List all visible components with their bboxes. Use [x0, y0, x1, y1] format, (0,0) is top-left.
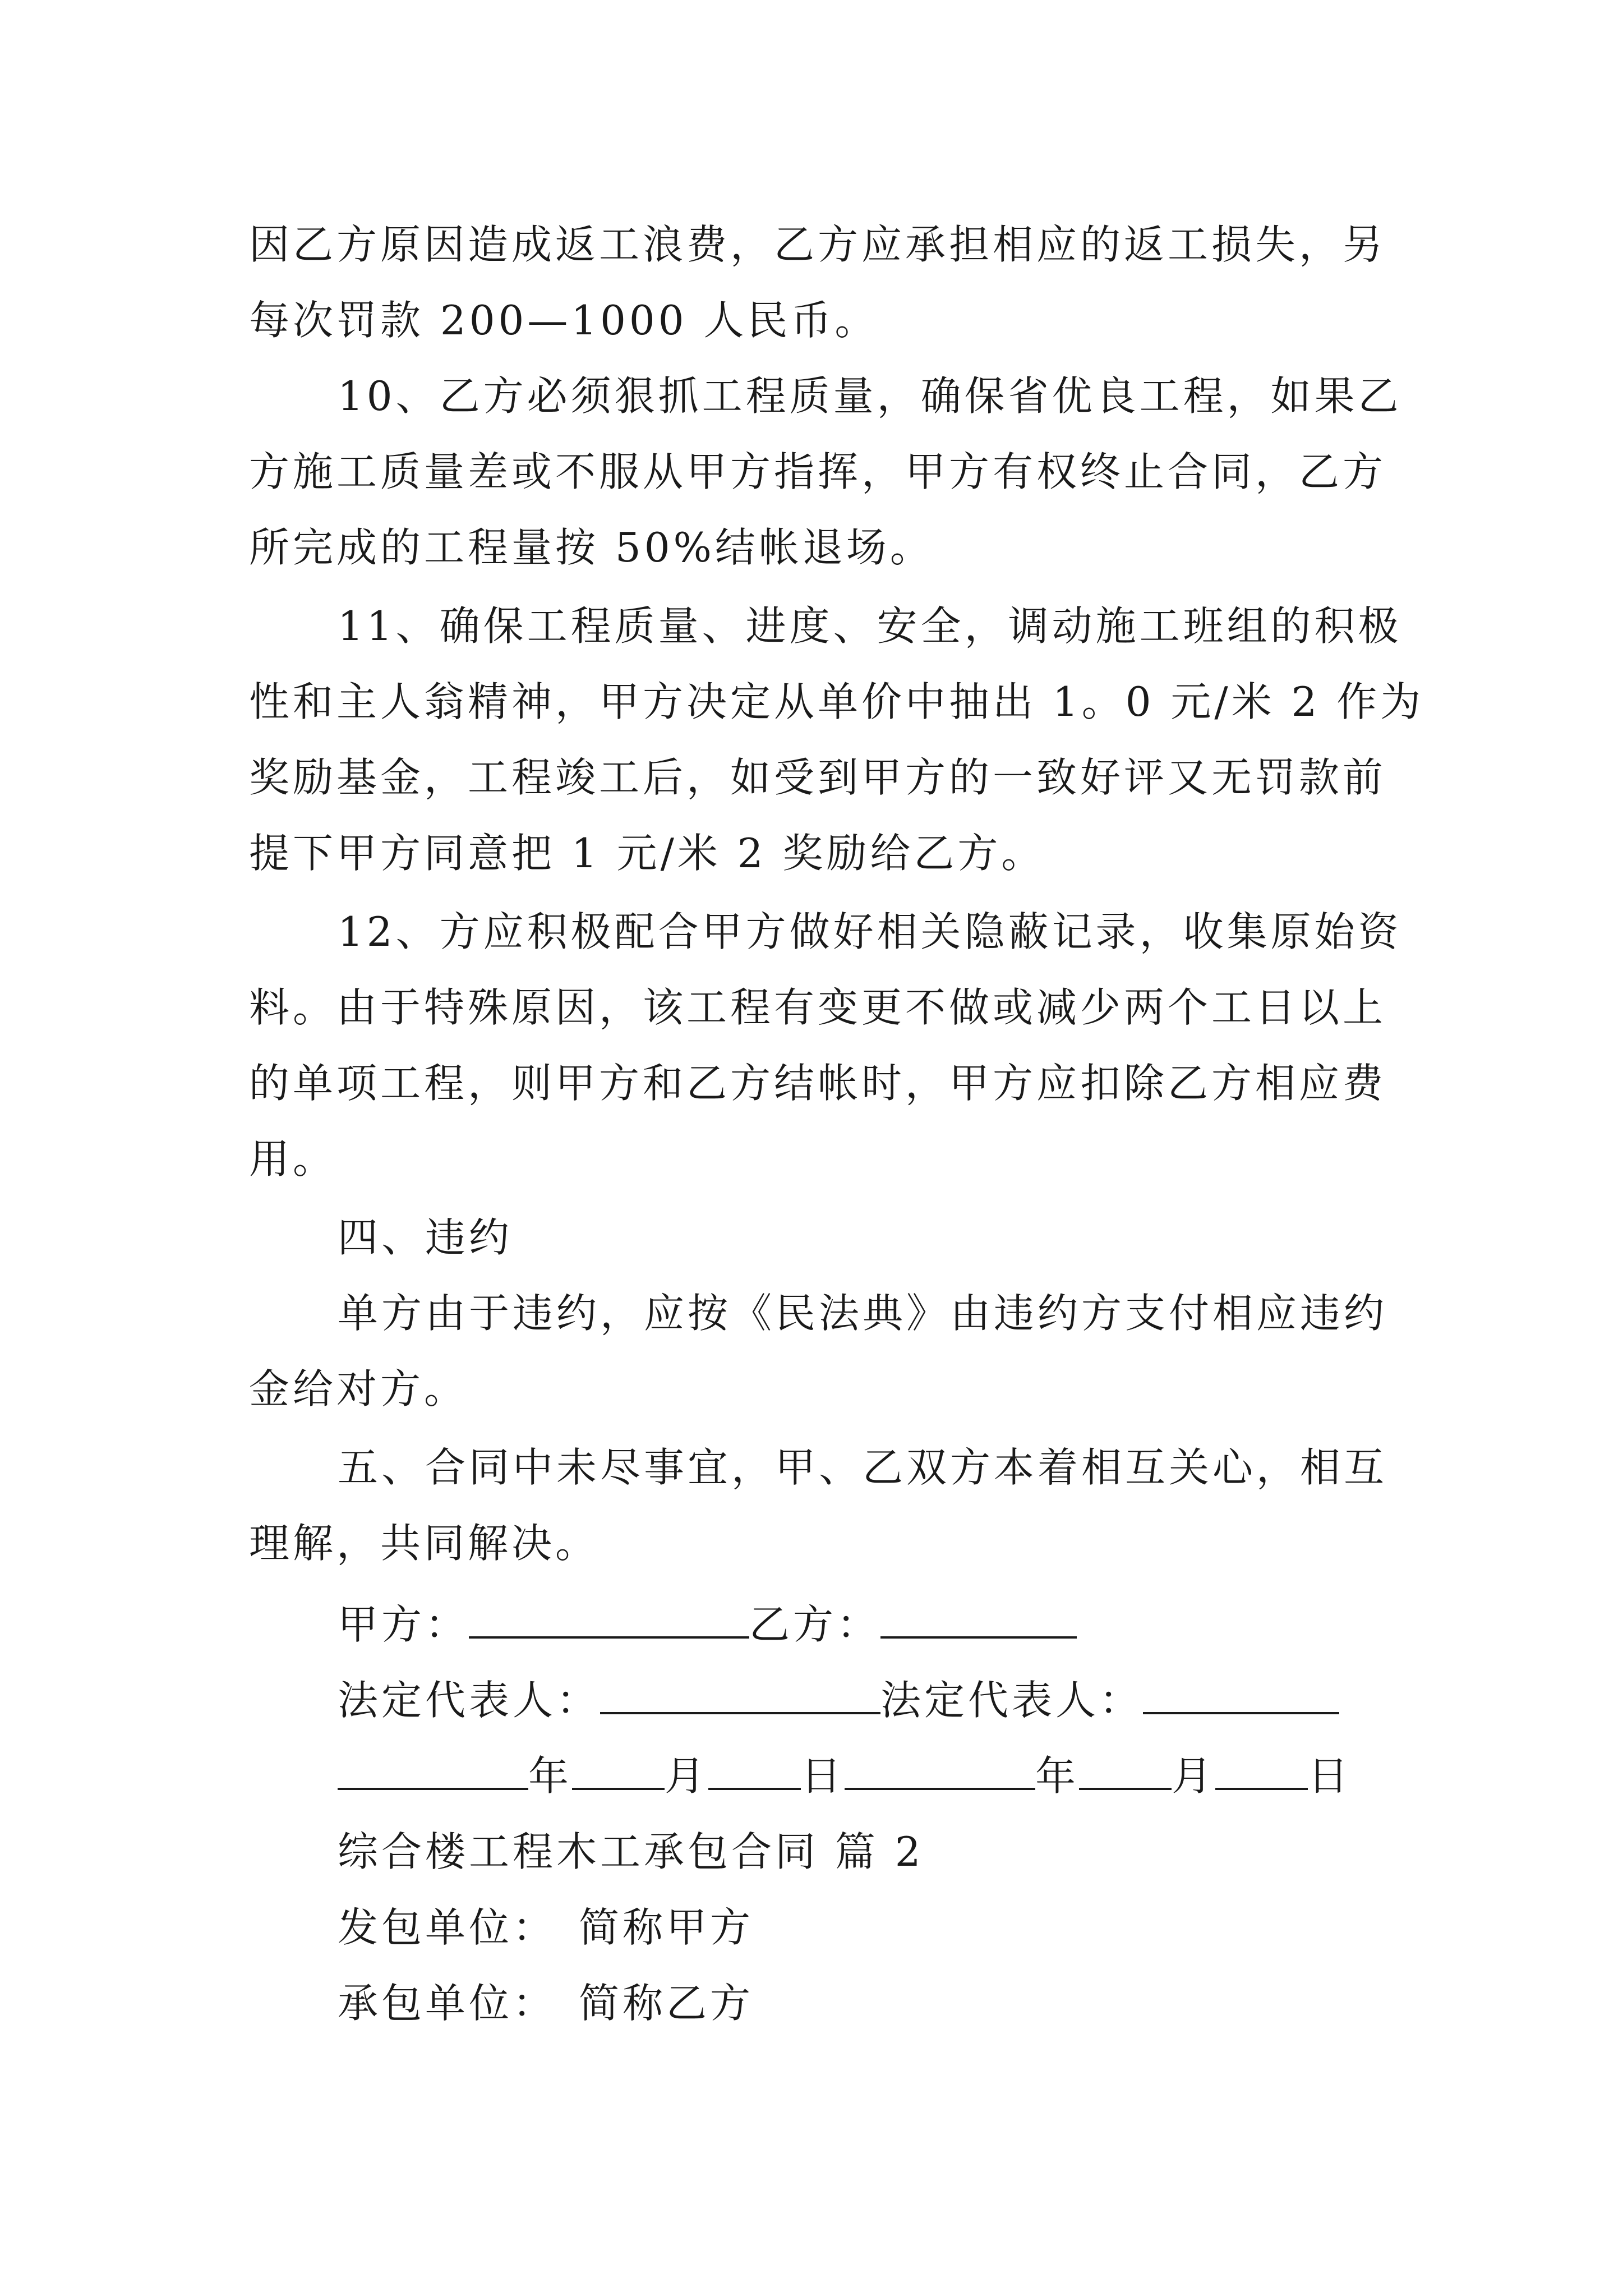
text-line: 方施工质量差或不服从甲方指挥，甲方有权终止合同，乙方 [249, 448, 1387, 495]
year-b-label: 年 [1035, 1752, 1080, 1800]
text-line: 用。 [249, 1135, 337, 1182]
issuer-value: 简称甲方 [579, 1904, 754, 1951]
text-line: 奖励基金，工程竣工后，如受到甲方的一致好评又无罚款前 [249, 754, 1387, 801]
party-b-label: 乙方： [749, 1601, 881, 1648]
month-b-blank [1079, 1753, 1172, 1790]
year-a-blank [338, 1753, 528, 1790]
month-b-label: 月 [1172, 1752, 1216, 1800]
rep-a-blank [600, 1677, 880, 1714]
issuer-label: 发包单位： [338, 1904, 557, 1951]
party-a-label: 甲方： [338, 1601, 469, 1648]
text-line: 性和主人翁精神，甲方决定从单价中抽出 1。0 元/米 2 作为 [249, 678, 1424, 725]
rep-b-blank [1143, 1677, 1339, 1714]
text-line: 提下甲方同意把 1 元/米 2 奖励给乙方。 [249, 830, 1045, 877]
text-line: 所完成的工程量按 50%结帐退场。 [249, 524, 934, 571]
party-b-blank [880, 1602, 1077, 1639]
contractor-row [338, 1980, 1623, 2027]
day-b-label: 日 [1308, 1752, 1352, 1800]
contractor-value: 简称乙方 [579, 1980, 754, 2027]
year-a-label: 年 [528, 1752, 573, 1800]
contract-section-title: 综合楼工程木工承包合同 篇 2 [338, 1828, 924, 1875]
signature-rep-row [338, 1677, 1623, 1724]
day-a-blank [708, 1753, 801, 1790]
text-line: 10、乙方必须狠抓工程质量，确保省优良工程，如果乙 [338, 372, 1402, 420]
signature-party-row [338, 1601, 1623, 1648]
party-a-blank [469, 1602, 749, 1639]
text-line: 金给对方。 [249, 1365, 468, 1412]
month-a-label: 月 [665, 1752, 709, 1800]
text-line: 料。由于特殊原因，该工程有变更不做或减少两个工日以上 [249, 984, 1387, 1031]
text-line: 理解，共同解决。 [249, 1520, 600, 1567]
day-b-blank [1215, 1753, 1308, 1790]
issuer-row [338, 1904, 1623, 1951]
text-line: 12、方应积极配合甲方做好相关隐蔽记录，收集原始资 [338, 908, 1402, 955]
text-line: 五、合同中未尽事宜，甲、乙双方本着相互关心，相互 [338, 1444, 1388, 1491]
signature-date-row [338, 1752, 1623, 1800]
text-line: 每次罚款 200—1000 人民币。 [249, 297, 879, 344]
day-a-label: 日 [801, 1752, 845, 1800]
text-line: 因乙方原因造成返工浪费，乙方应承担相应的返工损失，另 [249, 221, 1387, 268]
text-line: 11、确保工程质量、进度、安全，调动施工班组的积极 [338, 602, 1402, 650]
text-line: 的单项工程，则甲方和乙方结帐时，甲方应扣除乙方相应费 [249, 1060, 1387, 1107]
section-heading: 四、违约 [338, 1214, 513, 1261]
text-line: 单方由于违约，应按《民法典》由违约方支付相应违约 [338, 1290, 1388, 1337]
rep-a-label: 法定代表人： [338, 1677, 601, 1724]
contractor-label: 承包单位： [338, 1980, 557, 2027]
year-b-blank [845, 1753, 1035, 1790]
rep-b-label: 法定代表人： [880, 1677, 1144, 1724]
month-a-blank [572, 1753, 665, 1790]
